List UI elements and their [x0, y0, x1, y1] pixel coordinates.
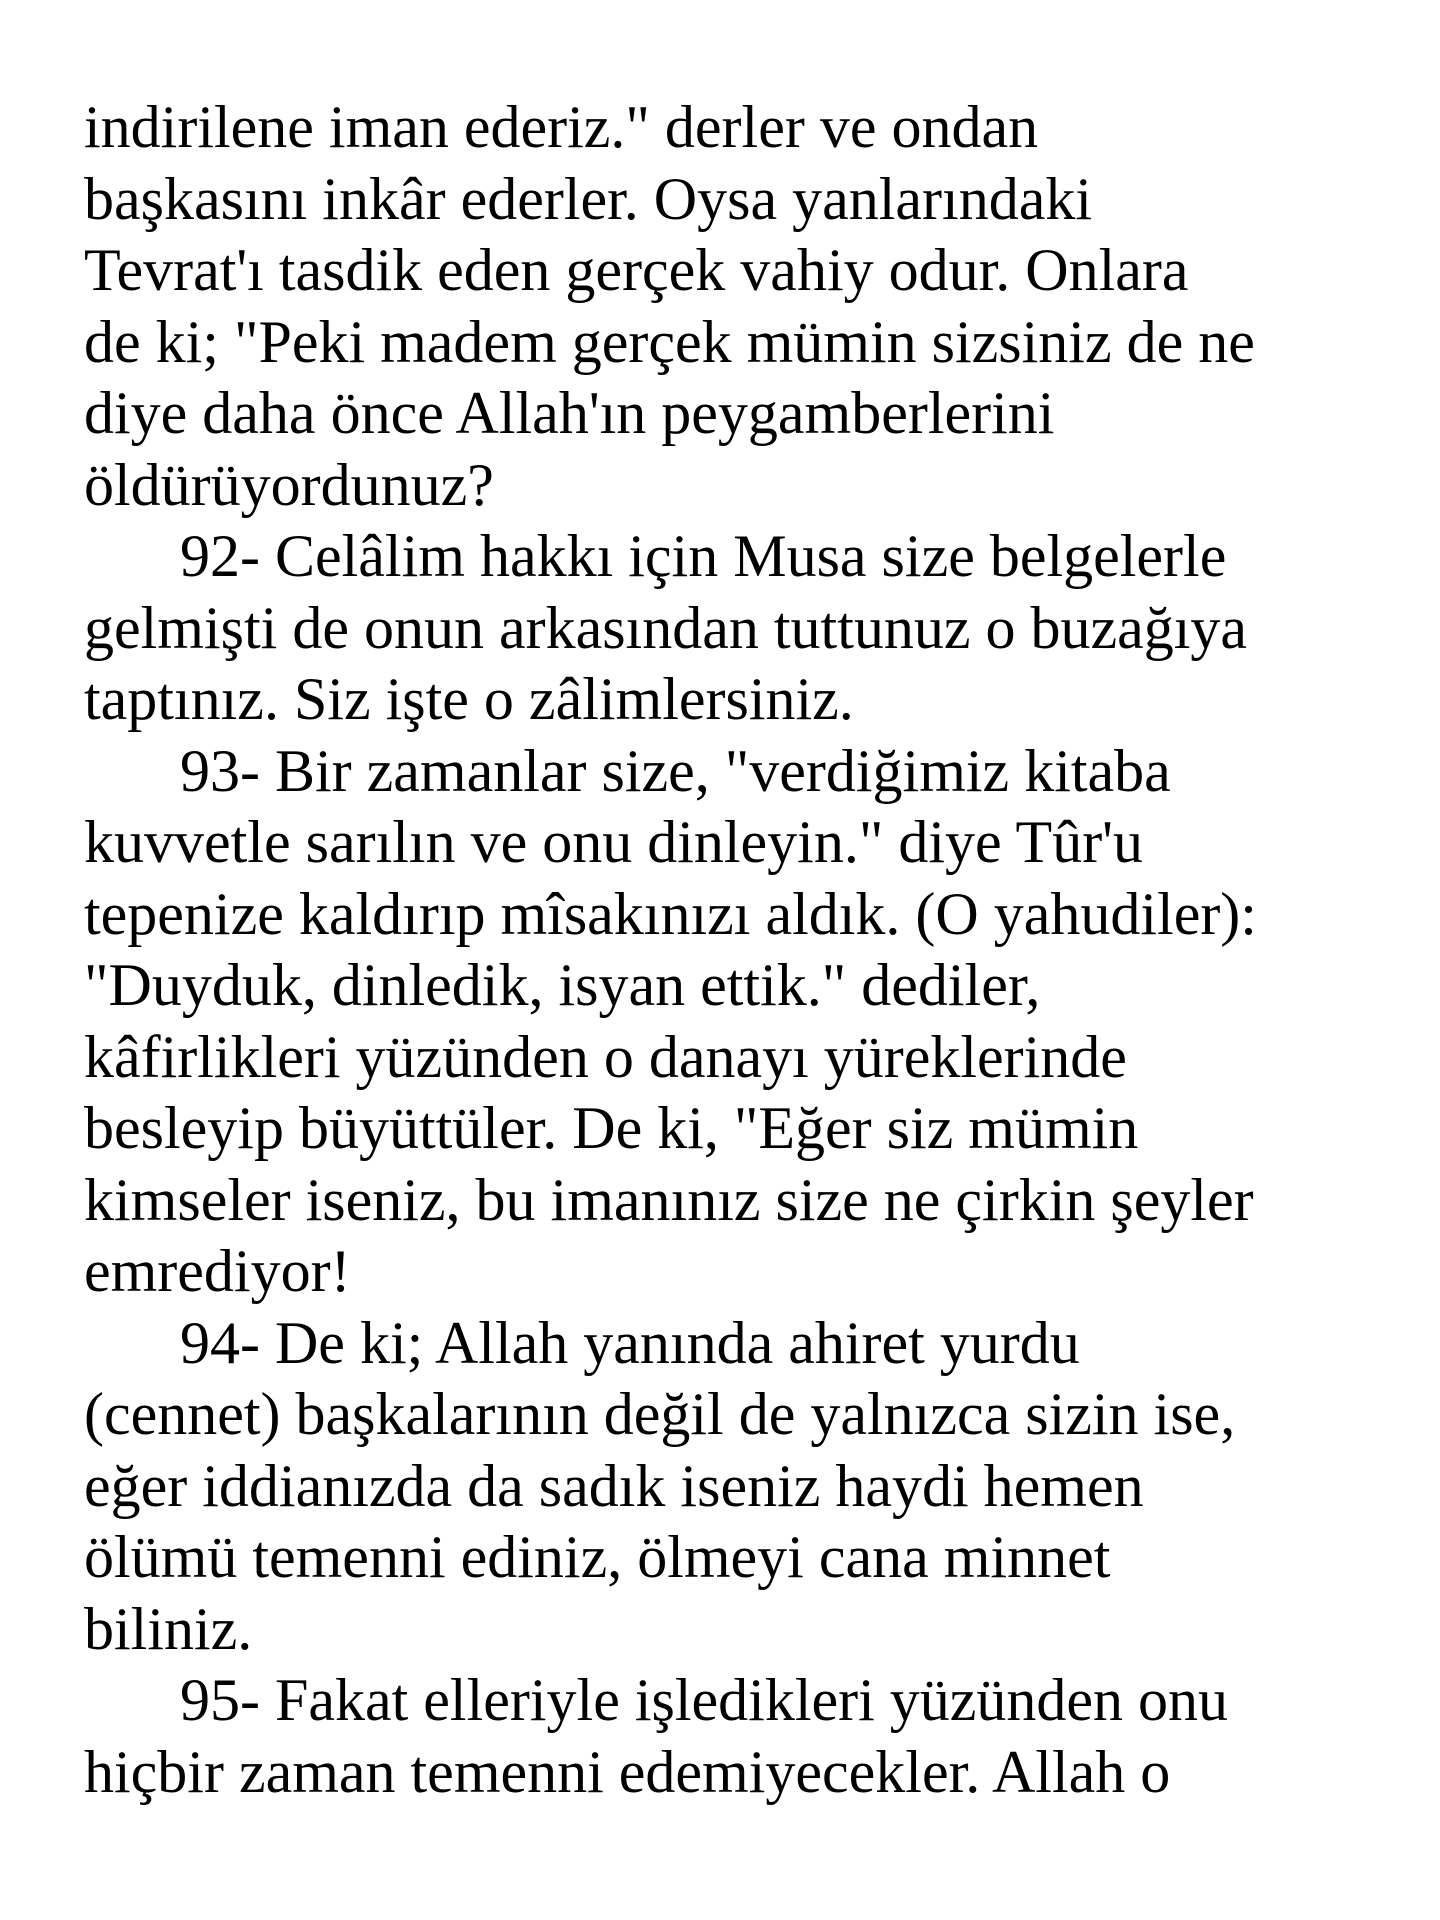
text-line: ölümü temenni ediniz, ölmeyi cana minnet	[84, 1524, 1111, 1590]
text-line: kâfirlikleri yüzünden o danayı yüreklerinde	[84, 1023, 1127, 1090]
text-line: eğer iddianızda da sadık iseniz haydi hemen	[84, 1452, 1144, 1519]
text-line: (cennet) başkalarının değil de yalnızca sizin ise,	[84, 1381, 1236, 1447]
document-page	[84, 92, 1384, 1808]
text-line: besleyip büyüttüler. De ki, "Eğer siz mümin	[84, 1095, 1139, 1161]
text-line: "Duyduk, dinledik, isyan ettik." dediler,	[84, 952, 1041, 1018]
text-line: diye daha önce Allah'ın peygamberlerini	[84, 380, 1055, 446]
text-line: başkasını inkâr ederler. Oysa yanlarındaki	[84, 165, 1092, 232]
text-line: taptınız. Siz işte o zâlimlersiniz.	[84, 666, 854, 732]
verse-93-start: 93- Bir zamanlar size, "verdiğimiz kitaba	[180, 737, 1171, 804]
text-line: öldürüyordunuz?	[84, 451, 494, 518]
text-line: hiçbir zaman temenni edemiyecekler. Allah o	[84, 1738, 1171, 1805]
text-line: de ki; "Peki madem gerçek mümin sizsiniz de ne	[84, 308, 1255, 375]
text-line: biliniz.	[84, 1595, 253, 1662]
verse-92-start: 92- Celâlim hakkı için Musa size belgelerle	[180, 523, 1227, 589]
text-line: tepenize kaldırıp mîsakınızı aldık. (O yahudiler):	[84, 880, 1257, 947]
text-line: kuvvetle sarılın ve onu dinleyin." diye Tûr'u	[84, 809, 1143, 875]
text-line: kimseler iseniz, bu imanınız size ne çirkin şeyler	[84, 1166, 1254, 1233]
text-line: emrediyor!	[84, 1238, 351, 1304]
text-line: Tevrat'ı tasdik eden gerçek vahiy odur. Onlara	[84, 237, 1189, 303]
verse-94-start: 94- De ki; Allah yanında ahiret yurdu	[180, 1309, 1080, 1376]
text-line: indirilene iman ederiz." derler ve ondan	[84, 94, 1039, 160]
text-line: gelmişti de onun arkasından tuttunuz o buzağıya	[84, 594, 1248, 661]
verse-95-start: 95- Fakat elleriyle işledikleri yüzünden onu	[180, 1667, 1229, 1733]
